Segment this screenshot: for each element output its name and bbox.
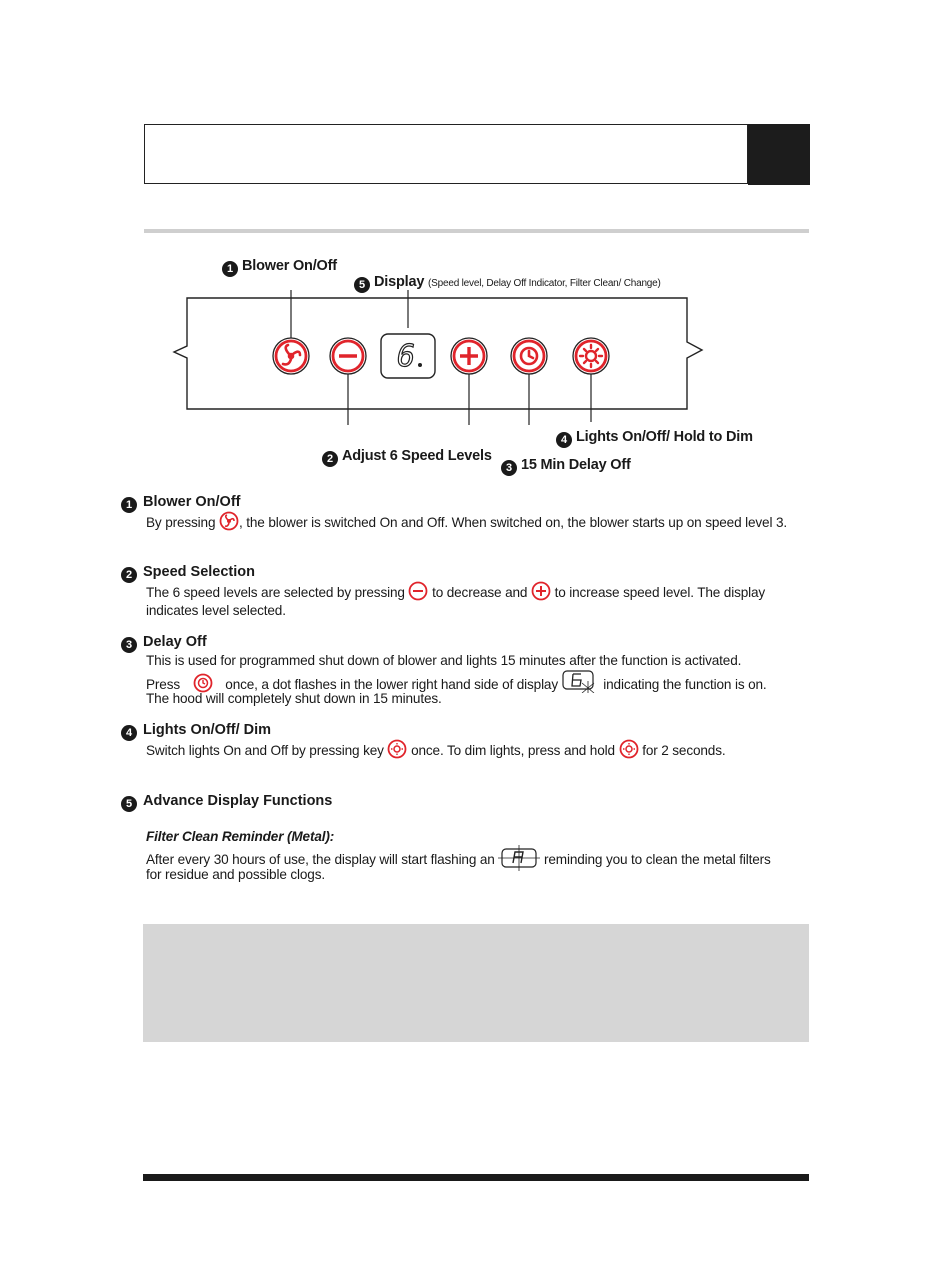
- fan-icon: [219, 511, 239, 531]
- plus-icon: [531, 581, 551, 601]
- section-title-display: [121, 792, 332, 812]
- section-title-speed: [121, 563, 255, 583]
- callout-label: Adjust 6 Speed Levels: [342, 448, 492, 464]
- footer-rule: [143, 1174, 809, 1181]
- section-title-delay: [121, 633, 207, 653]
- section-text-filter-line2: for residue and possible clogs.: [146, 867, 325, 882]
- section-text-filter: After every 30 hours of use, the display will start flashing an reminding you to clean the metal filters: [146, 845, 771, 871]
- callout-number: 4: [556, 432, 572, 448]
- callout-label: Display: [374, 274, 425, 290]
- callout-display: [354, 273, 661, 293]
- callout-number: 3: [501, 460, 517, 476]
- callout-number: 2: [322, 451, 338, 467]
- callout-delay: [501, 456, 631, 476]
- section-title-text: Lights On/Off/ Dim: [143, 722, 272, 738]
- section-subhead-filter: Filter Clean Reminder (Metal):: [146, 829, 335, 844]
- section-divider: [144, 229, 809, 233]
- segment-display-icon: [498, 845, 540, 871]
- callout-number: 1: [222, 261, 238, 277]
- section-text-blower: By pressing , the blower is switched On and Off. When switched on, the blower starts up on speed level 3.: [146, 511, 787, 532]
- section-text-speed: The 6 speed levels are selected by pressing to decrease and to increase speed level. The display: [146, 581, 765, 602]
- display-digit: 6: [396, 339, 416, 374]
- callout-blower: [222, 257, 337, 277]
- callout-sublabel: (Speed level, Delay Off Indicator, Filter Clean/ Change): [428, 278, 661, 289]
- section-title-text: Speed Selection: [143, 564, 256, 580]
- fan-button: [273, 338, 309, 374]
- minus-icon: [408, 581, 428, 601]
- callout-label: 15 Min Delay Off: [521, 457, 631, 473]
- minus-button: [330, 338, 366, 374]
- section-text-lights: Switch lights On and Off by pressing key once. To dim lights, press and hold for 2 seconds.: [146, 739, 726, 760]
- segment-display-icon: [562, 669, 600, 693]
- section-number: 5: [121, 796, 137, 812]
- callout-label: Lights On/Off/ Hold to Dim: [576, 429, 753, 445]
- light-icon: [619, 739, 639, 759]
- light-button: [573, 338, 609, 374]
- section-text-delay-line1: This is used for programmed shut down of blower and lights 15 minutes after the function is activated.: [146, 653, 742, 668]
- header-tab: [748, 124, 810, 185]
- bracket-speed: [348, 374, 469, 425]
- callout-number: 5: [354, 277, 370, 293]
- segment-display: [381, 334, 435, 378]
- section-text-delay-line2: Press once, a dot flashes in the lower right hand side of display indicating the function is on.: [146, 669, 767, 694]
- section-text-speed-line2: indicates level selected.: [146, 603, 286, 618]
- section-number: 2: [121, 567, 137, 583]
- section-title-text: Advance Display Functions: [143, 793, 333, 809]
- callout-lights: [556, 428, 753, 448]
- light-icon: [387, 739, 407, 759]
- timer-button: [511, 338, 547, 374]
- section-title-lights: [121, 721, 271, 741]
- header-frame: [144, 124, 748, 184]
- section-number: 3: [121, 637, 137, 653]
- note-box: [143, 924, 809, 1042]
- section-title-text: Blower On/Off: [143, 494, 241, 510]
- plus-button: [451, 338, 487, 374]
- callout-speed: [322, 447, 492, 467]
- section-text-delay-line3: The hood will completely shut down in 15 minutes.: [146, 691, 442, 706]
- section-title-blower: [121, 493, 240, 513]
- section-title-text: Delay Off: [143, 634, 207, 650]
- section-number: 4: [121, 725, 137, 741]
- section-number: 1: [121, 497, 137, 513]
- control-panel-diagram: [160, 290, 720, 425]
- callout-label: Blower On/Off: [242, 258, 337, 274]
- panel-outline: [174, 298, 702, 409]
